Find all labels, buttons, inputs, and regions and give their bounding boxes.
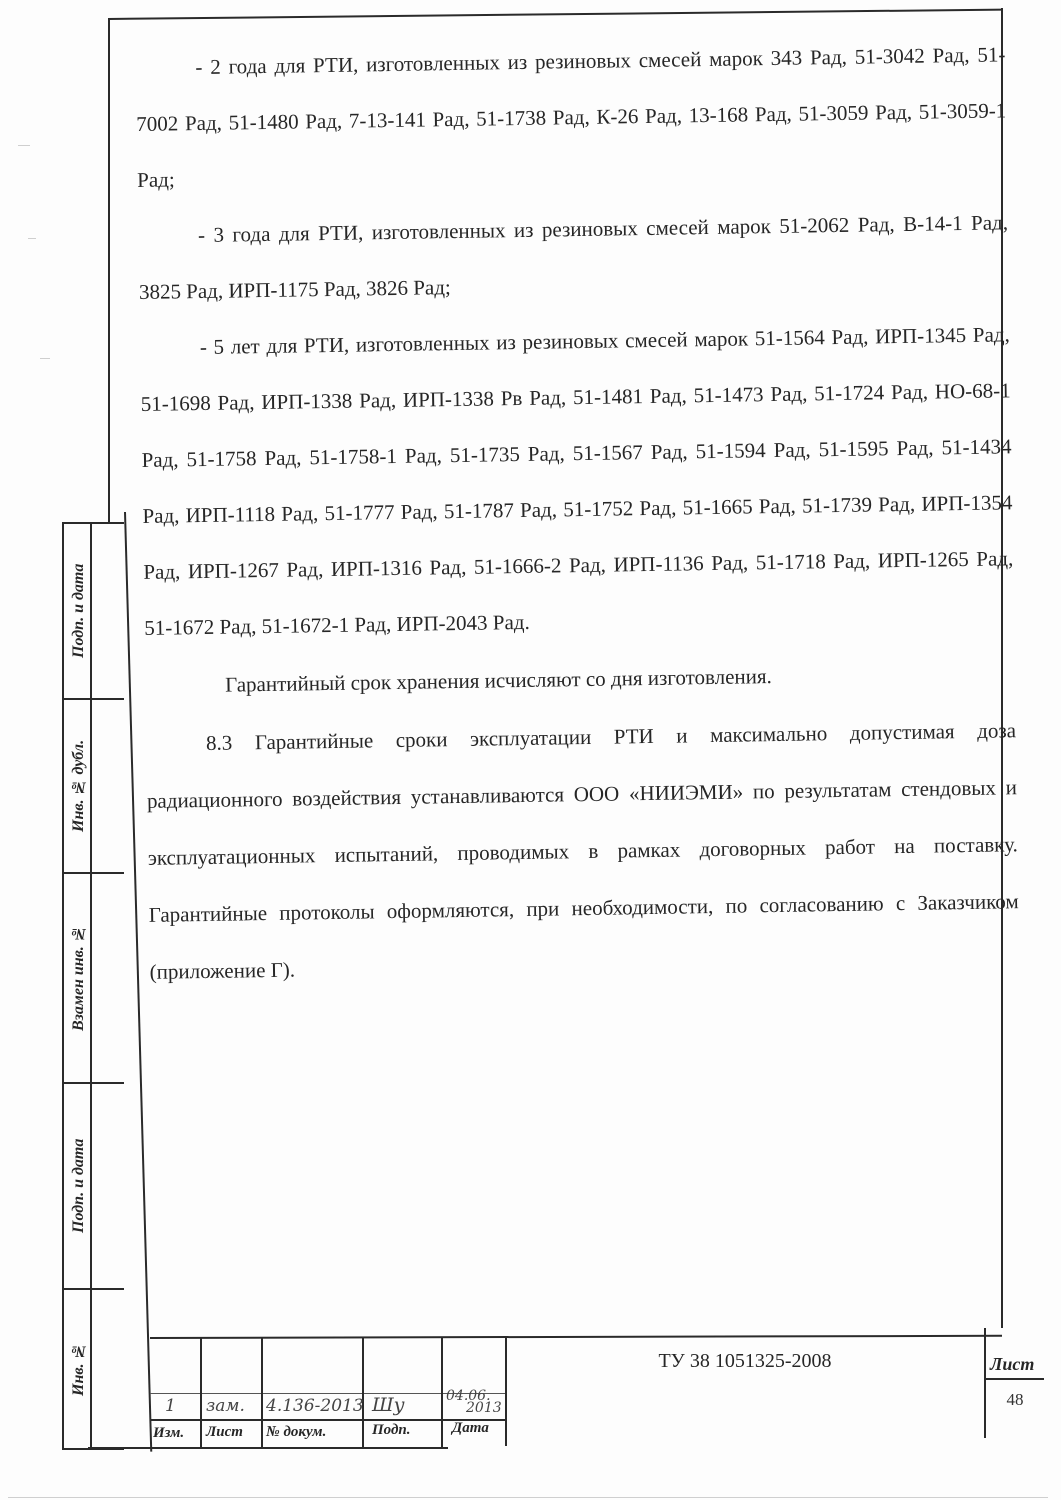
tb-top-line [150,1335,1002,1339]
label-podp: Подп. [372,1422,411,1438]
handwritten-list: зам. [206,1396,245,1416]
stamp-divider-3 [62,1082,124,1084]
tb-col-5 [505,1338,507,1446]
stamp-col-top-line [62,522,124,524]
tb-bottom-line [88,1447,448,1449]
stamp-label-vzamen-inv: Взамен инв. № [70,925,87,1031]
scan-artifact [8,1497,1048,1498]
document-designation: ТУ 38 1051325-2008 [658,1350,832,1372]
paragraph-5-years: - 5 лет для РТИ, изготовленных из резиновых смесей марок 51-1564 Рад, ИРП-1345 Рад, 51-1698 Рад, ИРП-1338 Рад, ИРП-1338 Рв Рад, 51-1481 Рад, 51-1473 Рад, 51-1724 Рад, НО-68-1 Рад, 51-1758 Рад, 51-1758-1 Рад, 51-1735 Рад, 51-1567 Рад, 51-1594 Рад, 51-1595 Рад, 51-1434 Рад, ИРП-1118 Рад, 51-1777 Рад, 51-1787 Рад, 51-1752 Рад, 51-1665 Рад, 51-1739 Рад, ИРП-1354 Рад, ИРП-1267 Рад, ИРП-1316 Рад, 51-1666-2 Рад, ИРП-1136 Рад, 51-1718 Рад, ИРП-1265 Рад, 51-1672 Рад, 51-1672-1 Рад, ИРП-2043 Рад. [140,322,1014,640]
sheet-number: 48 [1006,1390,1024,1409]
label-list: Лист [206,1424,243,1440]
paragraph-3-years: - 3 года для РТИ, изготовленных из резиновых смесей марок 51-2062 Рад, В-14-1 Рад, 3825 Рад, ИРП-1175 Рад, 3826 Рад; [138,210,1009,304]
handwritten-signature: Шу [372,1394,405,1416]
paragraph-2-years: - 2 года для РТИ, изготовленных из резиновых смесей марок 343 Рад, 51-3042 Рад, 51-7002 Рад, 51-1480 Рад, 7-13-141 Рад, 51-1738 Рад, К-26 Рад, 13-168 Рад, 51-3059 Рад, 51-3059-1 Рад; [136,42,1007,192]
body-text [135,26,1020,1001]
handwritten-date-bottom: 2013 [466,1400,502,1416]
stamp-divider-1 [62,698,124,700]
tb-col-6 [984,1328,986,1438]
label-data: Дата [452,1420,489,1436]
paragraph-8-3: 8.3 Гарантийные сроки эксплуатации РТИ и максимально допустимая доза радиационного воздействия устанавливаются ООО «НИИЭМИ» по результатам стендовых и эксплуатационных испытаний, проводимых в рамках договорных работ на поставку. Гарантийные протоколы оформляются, при необходимости, по согласованию с Заказчиком (приложение Г). [146,718,1019,984]
scan-artifact [40,358,50,359]
stamp-label-inv-dubl: Инв. № дубл. [70,739,87,833]
tb-col-1 [200,1338,202,1448]
stamp-divider-2 [62,872,124,874]
stamp-label-podp-data-bottom: Подп. и дата [70,1138,87,1234]
stamp-label-inv-podl: Инв. № [70,1342,87,1396]
handwritten-izm: 1 [165,1396,176,1416]
scan-artifact [28,238,36,239]
label-sheet: Лист [990,1354,1035,1374]
scan-artifact [18,145,30,146]
paragraph-storage-term: Гарантийный срок хранения исчисляют со дня изготовления. [224,664,773,697]
left-stamp-column [62,522,110,1450]
frame-top-border [108,9,1003,20]
tb-col-2 [261,1338,263,1448]
handwritten-date-top: 04.06. [446,1388,491,1404]
tb-col-4 [441,1338,443,1448]
stamp-divider-4 [62,1288,124,1290]
handwritten-dokum: 4.136-2013 [266,1396,364,1416]
label-izm: Изм. [153,1425,185,1441]
stamp-label-podp-data-top: Подп. и дата [70,563,87,659]
tb-col-3 [362,1338,364,1448]
label-dokum: № докум. [266,1424,327,1440]
frame-left-border [108,18,110,524]
tb-sheet-divider [984,1378,1044,1380]
